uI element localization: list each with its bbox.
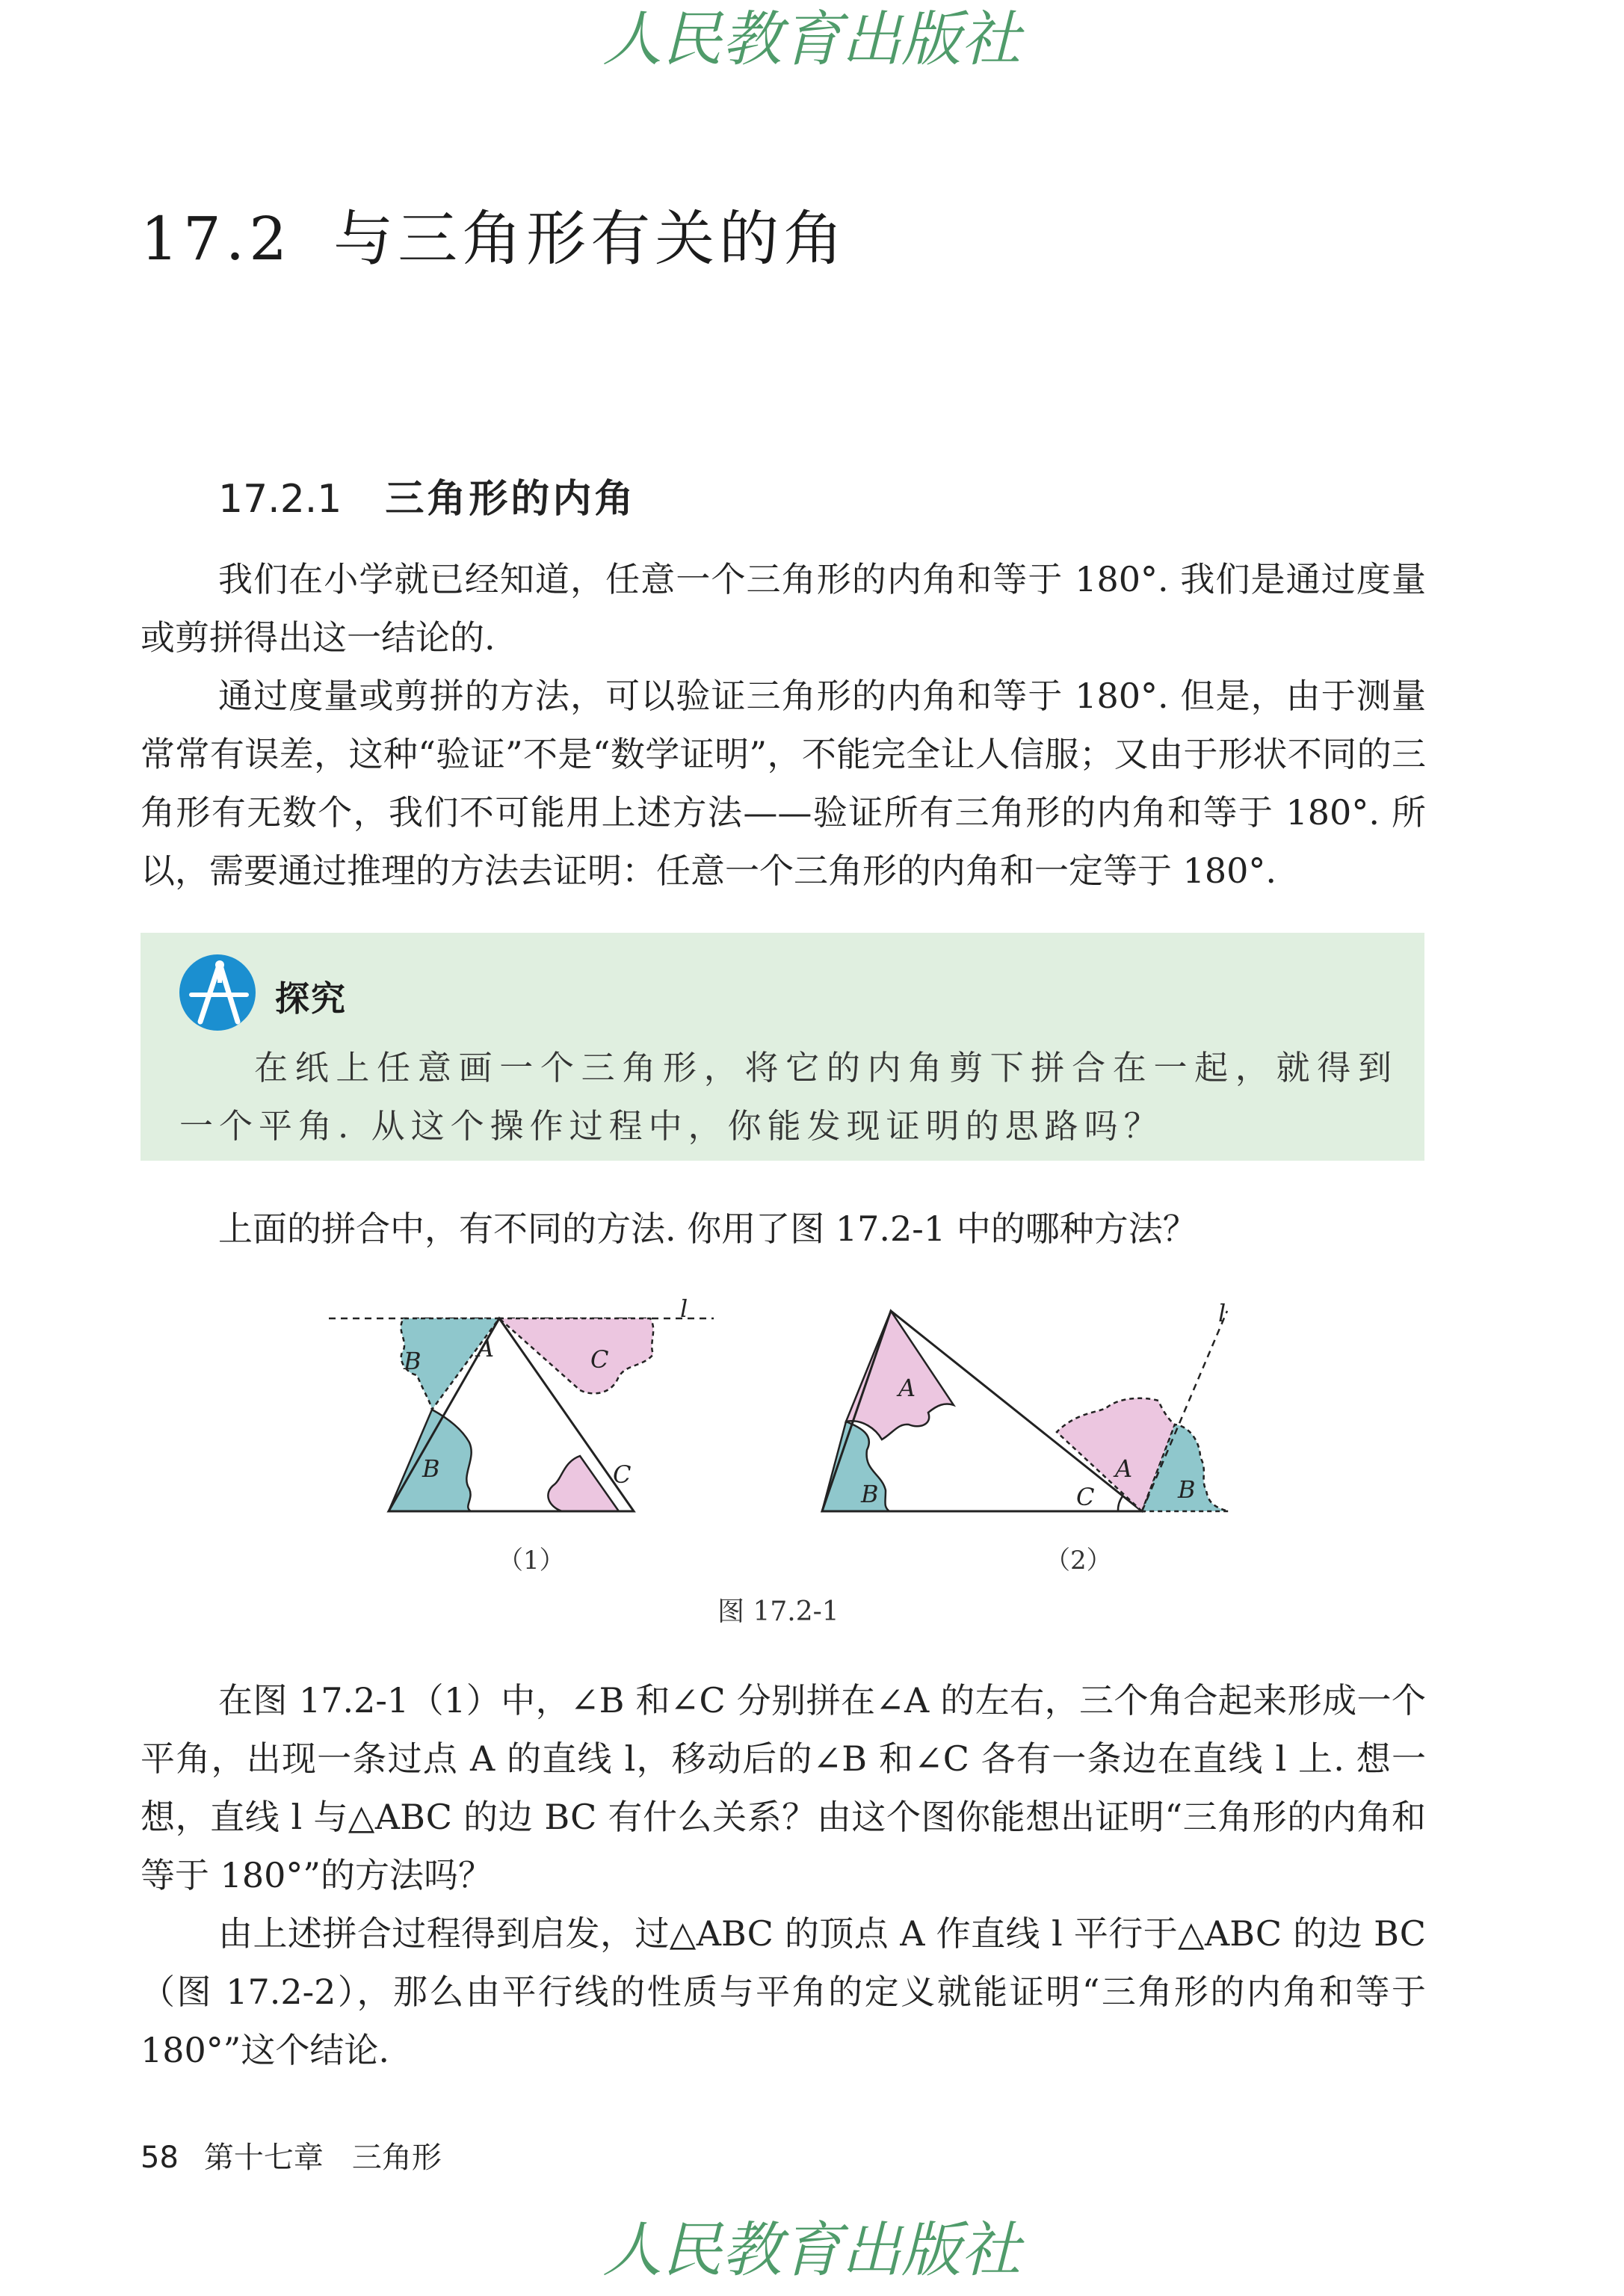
label-C-top-fig1: C xyxy=(590,1345,609,1374)
paragraph-1: 我们在小学就已经知道，任意一个三角形的内角和等于 180°. 我们是通过度量或剪拼得出这一结论的. xyxy=(141,559,1426,658)
page-number: 58 xyxy=(141,2141,179,2175)
figure-svg xyxy=(284,1286,1330,1614)
label-A-fig1: A xyxy=(477,1334,495,1363)
subsection-title xyxy=(218,467,636,523)
section-title xyxy=(141,191,847,277)
section-number: 17.2 xyxy=(141,204,292,274)
angle-C-arc-fig2 xyxy=(1118,1496,1123,1511)
label-B-copy-fig2: B xyxy=(1178,1475,1196,1504)
figure-caption: 图 17.2-1 xyxy=(717,1596,839,1627)
angle-C-fig1 xyxy=(548,1456,619,1511)
paragraph-4: 在图 17.2-1（1）中，∠B 和∠C 分别拼在∠A 的左右，三个角合起来形成一个平角，出现一条过点 A 的直线 l，移动后的∠B 和∠C 各有一条边在直线 l 上. 想一想，直线 l 与△ABC 的边 BC 有什么关系？由这个图你能想出证明“三角形的内角和等于 180°”的方法吗？ xyxy=(141,1680,1426,1895)
subsection-title-text: 三角形的内角 xyxy=(385,477,637,522)
label-B-fig2: B xyxy=(861,1480,879,1508)
explore-text: 在纸上任意画一个三角形，将它的内角剪下拼合在一起，就得到一个平角. 从这个操作过程中，你能发现证明的思路吗？ xyxy=(179,1048,1398,1146)
publisher-logo-bottom xyxy=(0,2211,1624,2293)
compass-icon xyxy=(178,953,257,1032)
label-C-fig1: C xyxy=(613,1460,632,1489)
label-B-fig1: B xyxy=(422,1454,440,1483)
chapter-label: 第十七章 xyxy=(203,2141,324,2175)
publisher-logo-text: 人民教育出版社 xyxy=(602,4,1021,74)
chapter-title: 三角形 xyxy=(351,2141,442,2175)
figure-sub-caption-2: （2） xyxy=(1045,1546,1112,1576)
paragraph-2: 通过度量或剪拼的方法，可以验证三角形的内角和等于 180°. 但是，由于测量常常有误差，这种“验证”不是“数学证明”，不能完全让人信服；又由于形状不同的三角形有无数个，我们不可能用上述方法——验证所有三角形的内角和等于 180°. 所以，需要通过推理的方法去证明：任意一个三角形的内角和一定等于 180°. xyxy=(141,676,1426,891)
label-l-fig1: l xyxy=(680,1294,688,1323)
figure-sub-caption-1: （1） xyxy=(498,1546,565,1576)
label-A-copy-fig2: A xyxy=(1115,1454,1133,1483)
paragraph-3: 上面的拼合中，有不同的方法. 你用了图 17.2-1 中的哪种方法？ xyxy=(218,1209,1197,1249)
publisher-logo-text-bottom: 人民教育出版社 xyxy=(602,2215,1021,2285)
figure-17-2-1 xyxy=(284,1286,1330,1614)
label-l-fig2: l xyxy=(1218,1299,1226,1327)
publisher-logo-top xyxy=(0,0,1624,82)
label-B-top-fig1: B xyxy=(404,1347,422,1375)
label-C-fig2: C xyxy=(1076,1483,1095,1511)
angle-C-copy-fig1 xyxy=(499,1318,653,1393)
paragraph-5: 由上述拼合过程得到启发，过△ABC 的顶点 A 作直线 l 平行于△ABC 的边 BC（图 17.2-2），那么由平行线的性质与平角的定义就能证明“三角形的内角和等于 180°”这个结论. xyxy=(141,1913,1426,2070)
explore-label: 探究 xyxy=(275,978,347,1019)
section-title-text: 与三角形有关的角 xyxy=(333,204,848,274)
page-footer xyxy=(141,2134,442,2176)
subsection-number: 17.2.1 xyxy=(218,477,342,522)
label-A-fig2: A xyxy=(898,1374,916,1402)
